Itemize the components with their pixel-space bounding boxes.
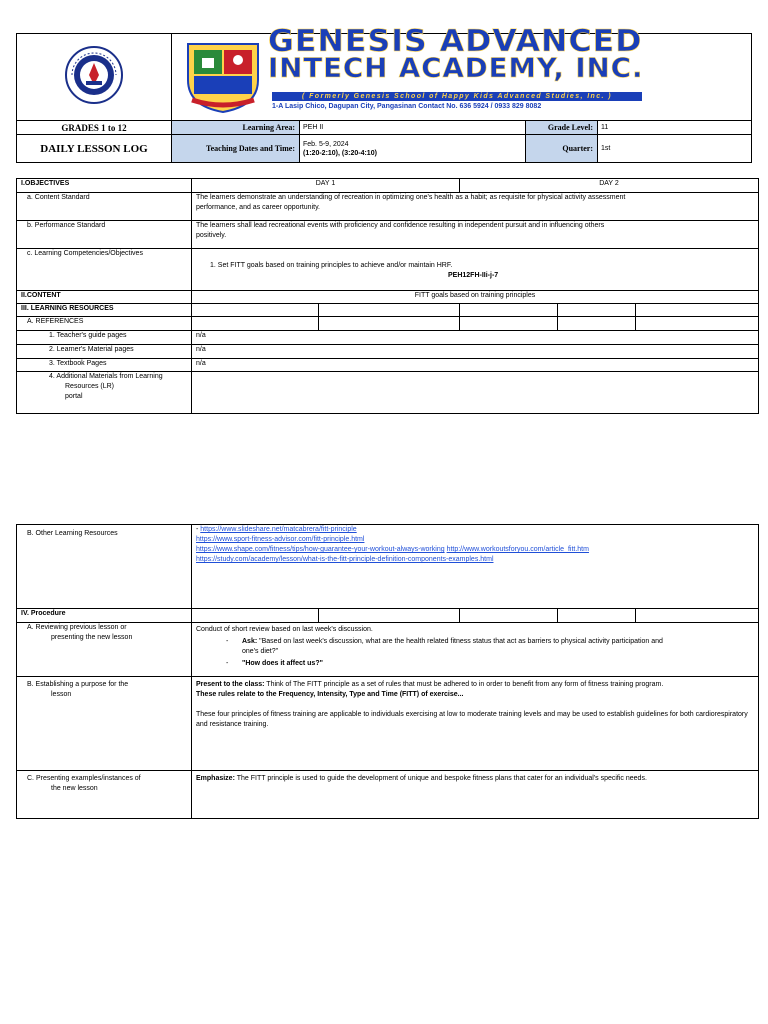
procedure-table [16, 524, 759, 819]
deped-seal-icon [64, 45, 124, 105]
competency-code: PEH12FH-IIi-j-7 [448, 272, 499, 279]
present-to-class [196, 677, 758, 690]
fitt-rules: These rules relate to the Frequency, Intensity, Type and Time (FITT) of exercise... [196, 691, 464, 698]
additional-materials-label [17, 372, 192, 414]
establishing-line-1: B. Establishing a purpose for the [27, 681, 129, 688]
present-text: Think of The FITT principle as a set of rules that must be adhered to in order to benefit from any form of fitness training program. [264, 681, 664, 688]
question-2: "How does it affect us?" [242, 660, 323, 667]
presenting-line-2: the new lesson [51, 785, 98, 792]
daily-lesson-log-title: DAILY LESSON LOG [17, 135, 172, 163]
link-slideshare[interactable]: https://www.slideshare.net/matcabrera/fitt-principle [200, 526, 357, 533]
link-prefix: - [196, 526, 201, 533]
content-standard-label: a. Content Standard [17, 193, 192, 221]
performance-standard-value: The learners shall lead recreational events with proficiency and confidence resulting in independent pursuit and in influencing others positively. [196, 222, 605, 239]
teaching-dates-label: Teaching Dates and Time: [172, 135, 300, 163]
additional-line-1: 4. Additional Materials from Learning [49, 373, 163, 380]
link-shape[interactable]: https://www.shape.com/fitness/tips/how-guarantee-your-workout-always-working [196, 546, 445, 553]
content-text: FITT goals based on training principles [192, 291, 759, 304]
performance-standard-text [192, 221, 759, 249]
learning-resources-heading: III. LEARNING RESOURCES [17, 304, 192, 317]
competencies-cell [192, 249, 759, 291]
lr-day-cell-4 [558, 304, 636, 317]
review-intro: Conduct of short review based on last week's discussion. [196, 626, 373, 633]
ask-label: Ask: [242, 638, 258, 645]
quarter-label: Quarter: [526, 135, 598, 163]
proc-day-cell-5 [636, 609, 759, 623]
teaching-times: (1:20-2:10), (3:20-4:10) [303, 149, 377, 157]
additional-line-3: portal [65, 393, 83, 400]
quarter-value: 1st [598, 135, 752, 163]
link-sport-fitness-advisor[interactable]: https://www.sport-fitness-advisor.com/fitt-principle.html [196, 536, 365, 543]
proc-day-cell-3 [460, 609, 558, 623]
learners-material-value: n/a [192, 345, 759, 359]
proc-day-cell-4 [558, 609, 636, 623]
content-heading: II.CONTENT [17, 291, 192, 304]
content-standard-value: The learners demonstrate an understanding of recreation in optimizing one's health as a habit; as requisite for physical activity assessment performance, and as career opportunity. [196, 194, 626, 211]
link-workoutsforyou[interactable]: http://www.workoutsforyou.com/article_fitt.htm [446, 546, 589, 553]
ask-text: "Based on last week's discussion, what are the health related fitness status that act as barriers to physical activity participation and [257, 638, 663, 645]
grade-level-value: 11 [598, 121, 752, 135]
lr-day-cell-1 [192, 304, 319, 317]
school-name-line2: INTECH ACADEMY, INC. [268, 52, 644, 84]
learning-area-value: PEH II [300, 121, 526, 135]
presenting-examples-label [17, 771, 192, 819]
competency-text: 1. Set FITT goals based on training principles to achieve and/or maintain HRF. [210, 262, 453, 269]
emphasize-label: Emphasize: [196, 775, 235, 782]
school-crest-icon [182, 40, 264, 114]
performance-standard-label: b. Performance Standard [17, 221, 192, 249]
lr-day-cell-3 [460, 304, 558, 317]
proc-day-cell-1 [192, 609, 319, 623]
proc-day-cell-2 [319, 609, 460, 623]
day2-header: DAY 2 [460, 179, 759, 193]
establishing-purpose-label [17, 677, 192, 771]
additional-materials-value [192, 372, 759, 414]
present-label: Present to the class: [196, 681, 265, 688]
presenting-examples-text [192, 771, 759, 819]
learners-material-label: 2. Learner's Material pages [17, 345, 192, 359]
textbook-label: 3. Textbook Pages [17, 359, 192, 372]
grades-label: GRADES 1 to 12 [17, 121, 172, 135]
learning-area-label: Learning Area: [172, 121, 300, 135]
reviewing-line-1: A. Reviewing previous lesson or [27, 624, 127, 631]
review-ask: - Ask: "Based on last week's discussion, what are the health related fitness status that act as barriers to physical activity participation and [226, 638, 663, 645]
procedure-heading: IV. Procedure [17, 609, 192, 623]
emphasize-text: The FITT principle is used to guide the development of unique and bespoke fitness plans that cater for an individual's specific needs. [234, 775, 647, 782]
objectives-table [16, 178, 759, 414]
reviewing-line-2: presenting the new lesson [51, 634, 133, 641]
competencies-label: c. Learning Competencies/Objectives [17, 249, 192, 291]
grade-level-label: Grade Level: [526, 121, 598, 135]
lr-day-cell-2 [319, 304, 460, 317]
teachers-guide-label: 1. Teacher's guide pages [17, 331, 192, 345]
other-resources-label: B. Other Learning Resources [17, 525, 192, 609]
additional-line-2: Resources (LR) [65, 383, 115, 390]
fitt-paragraph: These four principles of fitness training are applicable to individuals exercising at low to moderate training levels and may be used to establish guidelines for both cardiorespiratory and resistance training. [196, 711, 748, 728]
ref-day-cell-5 [636, 317, 759, 331]
lr-day-cell-5 [636, 304, 759, 317]
establishing-line-2: lesson [51, 691, 72, 698]
presenting-line-1: C. Presenting examples/instances of [27, 775, 141, 782]
school-name-line1: GENESIS ADVANCED [268, 23, 643, 59]
textbook-value: n/a [192, 359, 759, 372]
link-study-com[interactable]: https://study.com/academy/lesson/what-is-the-fitt-principle-definition-components-examples.html [196, 556, 494, 563]
school-banner-cell [172, 23, 752, 121]
reviewing-lesson-label [17, 623, 192, 677]
ref-day-cell-1 [192, 317, 319, 331]
content-standard-text [192, 193, 759, 221]
ref-day-cell-2 [319, 317, 460, 331]
other-resources-links [192, 525, 759, 609]
day1-header: DAY 1 [192, 179, 460, 193]
school-former-name: ( Formerly Genesis School of Happy Kids Advanced Studies, Inc. ) [272, 92, 642, 101]
teachers-guide-value: n/a [192, 331, 759, 345]
ref-day-cell-4 [558, 317, 636, 331]
ask-text-2: one's diet?" [242, 648, 279, 655]
review-question-2: - "How does it affect us?" [226, 660, 323, 667]
reviewing-lesson-text [192, 623, 759, 677]
emphasize [196, 771, 758, 784]
references-label: A. REFERENCES [17, 317, 192, 331]
teaching-dates-value [300, 135, 526, 163]
objectives-heading: I.OBJECTIVES [17, 179, 192, 193]
deped-seal-cell [17, 34, 172, 121]
teaching-dates: Feb. 5-9, 2024 [303, 140, 349, 148]
establishing-purpose-text [192, 677, 759, 771]
school-address: 1-A Lasip Chico, Dagupan City, Pangasinan Contact No. 636 5924 / 0933 829 8082 [272, 102, 542, 110]
header-table [16, 23, 752, 163]
ref-day-cell-3 [460, 317, 558, 331]
